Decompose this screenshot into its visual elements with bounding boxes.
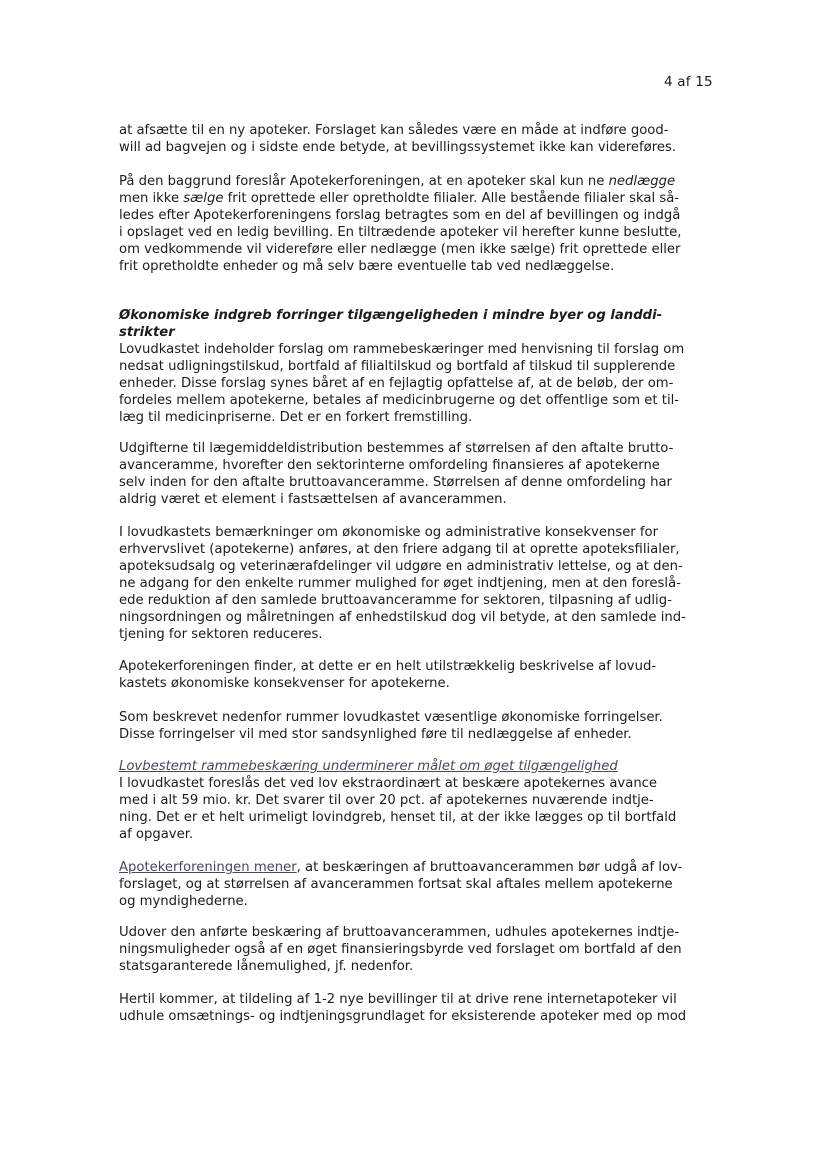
heading-line: Økonomiske indgreb forringer tilgængeligheden i mindre byer og landdi-	[119, 308, 663, 323]
paragraph-mener	[119, 859, 721, 910]
text-line: apoteksudsalg og veterinærafdelinger vil udgøre en administrativ lettelse, og at den-	[119, 559, 683, 574]
paragraph-internetapoteker	[119, 991, 721, 1025]
text-line	[119, 173, 721, 190]
text-line: Udover den anførte beskæring af bruttoavancerammen, udhules apotekernes indtje-	[119, 925, 680, 940]
text-line: læg til medicinpriserne. Det er en forkert fremstilling.	[119, 410, 473, 425]
text-line: frit opretholdte enheder og må selv bære eventuelle tab ved nedlæggelse.	[119, 259, 615, 274]
text-run: På den baggrund foreslår Apotekerforeningen, at en apoteker skal kun ne	[119, 174, 609, 189]
section-heading	[119, 307, 721, 341]
text-line: Hertil kommer, at tildeling af 1-2 nye bevillinger til at drive rene internetapoteker vil	[119, 992, 677, 1007]
text-line: nedsat udligningstilskud, bortfald af filialtilskud og bortfald af tilskud til supplerende	[119, 359, 676, 374]
emphasis-saelge: sælge	[183, 191, 224, 206]
text-line: ne adgang for den enkelte rummer mulighed for øget indtjening, men at den foreslå-	[119, 576, 681, 591]
heading-line: strikter	[119, 325, 175, 340]
text-run: men ikke	[119, 191, 184, 206]
text-line: I lovudkastets bemærkninger om økonomiske og administrative konsekvenser for	[119, 525, 659, 540]
text-line: af opgaver.	[119, 827, 194, 842]
text-line: I lovudkastet foreslås det ved lov ekstraordinært at beskære apotekernes avance	[119, 776, 658, 791]
paragraph-utilstraekkelig	[119, 658, 721, 692]
text-line: ning. Det er et helt urimeligt lovindgreb, henset til, at der ikke lægges op til bortfald	[119, 810, 677, 825]
text-line: fordeles mellem apotekerne, betales af medicinbrugerne og det offentlige som et til-	[119, 393, 680, 408]
emphasis-nedlaegge: nedlægge	[608, 174, 676, 189]
paragraph-bemaerkninger	[119, 524, 721, 643]
text-line: enheder. Disse forslag synes båret af en fejlagtig opfattelse af, at de beløb, der om-	[119, 376, 674, 391]
text-line: Disse forringelser vil med stor sandsynlighed føre til nedlæggelse af enheder.	[119, 727, 632, 742]
paragraph-udhules	[119, 924, 721, 975]
text-line: tjening for sektoren reduceres.	[119, 627, 323, 642]
text-line: Som beskrevet nedenfor rummer lovudkastet væsentlige økonomiske forringelser.	[119, 710, 663, 725]
text-line: ede reduktion af den samlede bruttoavanceramme for sektoren, tilpasning af udlig-	[119, 593, 672, 608]
paragraph-forringelser	[119, 709, 721, 743]
text-line: Apotekerforeningen finder, at dette er en helt utilstrækkelig beskrivelse af lovud-	[119, 659, 657, 674]
text-line	[119, 859, 721, 876]
text-line: udhule omsætnings- og indtjeningsgrundlaget for eksisterende apoteker med op mod	[119, 1009, 687, 1024]
text-line: ningsmuligheder også af en øget finansieringsbyrde ved forslaget om bortfald af den	[119, 942, 682, 957]
text-line: kastets økonomiske konsekvenser for apotekerne.	[119, 676, 450, 691]
text-run: , at beskæringen af bruttoavancerammen bør udgå af lov-	[296, 860, 683, 875]
text-line	[119, 190, 721, 207]
text-line: erhvervslivet (apotekerne) anføres, at den friere adgang til at oprette apoteksfilialer,	[119, 542, 680, 557]
text-line: aldrig været et element i fastsættelsen af avancerammen.	[119, 492, 507, 507]
paragraph-lovbestemt	[119, 758, 721, 843]
text-line: ningsordningen og målretningen af enhedstilskud dog vil betyde, at den samlede ind-	[119, 610, 686, 625]
text-line: om vedkommende vil videreføre eller nedlægge (men ikke sælge) frit oprettede eller	[119, 242, 681, 257]
text-line: med i alt 59 mio. kr. Det svarer til over 20 pct. af apotekernes nuværende indtje-	[119, 793, 654, 808]
text-line: og myndighederne.	[119, 894, 248, 909]
text-line: avanceramme, hvorefter den sektorinterne omfordeling finansieres af apotekerne	[119, 458, 660, 473]
text-line: forslaget, og at størrelsen af avancerammen fortsat skal aftales mellem apotekerne	[119, 877, 673, 892]
text-line: Lovudkastet indeholder forslag om rammebeskæringer med henvisning til forslag om	[119, 342, 685, 357]
section-subheading: Lovbestemt rammebeskæring underminerer målet om øget tilgængelighed	[119, 759, 618, 774]
paragraph-proposal	[119, 173, 721, 275]
text-line: Udgifterne til lægemiddeldistribution bestemmes af størrelsen af den aftalte brutto-	[119, 441, 674, 456]
paragraph-rammebeskaeringer	[119, 341, 721, 426]
text-line: ledes efter Apotekerforeningens forslag betragtes som en del af bevillingen og indgå	[119, 208, 681, 223]
paragraph-udgifter	[119, 440, 721, 508]
page-number: 4 af 15	[664, 74, 713, 90]
underlined-phrase: Apotekerforeningen mener	[119, 860, 297, 875]
text-line: statsgaranterede lånemulighed, jf. nedenfor.	[119, 959, 414, 974]
paragraph-goodwill	[119, 122, 721, 156]
text-line: will ad bagvejen og i sidste ende betyde, at bevillingssystemet ikke kan videreføres.	[119, 140, 677, 155]
text-line: i opslaget ved en ledig bevilling. En tiltrædende apoteker vil herefter kunne beslutte,	[119, 225, 682, 240]
text-line: at afsætte til en ny apoteker. Forslaget kan således være en måde at indføre good-	[119, 123, 669, 138]
text-line: selv inden for den aftalte bruttoavanceramme. Størrelsen af denne omfordeling har	[119, 475, 672, 490]
text-run: frit oprettede eller opretholdte filialer. Alle bestående filialer skal så-	[223, 191, 680, 206]
